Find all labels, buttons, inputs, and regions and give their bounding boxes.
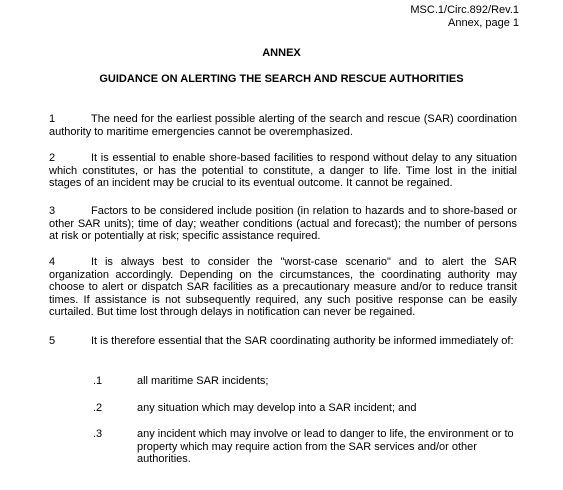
paragraph-5 <box>49 335 517 348</box>
list-item-number: .3 <box>93 428 103 440</box>
paragraph-text: It is therefore essential that the SAR coordinating authority be informed immediately of: <box>91 335 514 347</box>
paragraph-text: Factors to be considered include position (in relation to hazards and to shore-based or other SAR units); time of day; weather conditions (actual and forecast); the number of persons at risk or potentially at risk; specific assistance required. <box>49 205 517 242</box>
paragraph-text: The need for the earliest possible alerting of the search and rescue (SAR) coordination authority to maritime emergencies cannot be overemphasized. <box>49 113 517 138</box>
paragraph-number: 2 <box>49 152 56 164</box>
paragraph-1 <box>49 113 517 138</box>
paragraph-number: 4 <box>49 256 56 268</box>
list-item-text: any situation which may develop into a SAR incident; and <box>137 402 417 414</box>
paragraph-4 <box>49 256 517 319</box>
paragraph-text: It is essential to enable shore-based facilities to respond without delay to any situation which constitutes, or has the potential to constitute, a danger to life. Time lost in the initial stages of an incident may be crucial to its eventual outcome. It cannot be regained. <box>49 152 517 189</box>
guidance-title: GUIDANCE ON ALERTING THE SEARCH AND RESCUE AUTHORITIES <box>99 73 464 85</box>
list-item-text: all maritime SAR incidents; <box>137 375 269 387</box>
paragraph-3 <box>49 205 517 243</box>
list-item-number: .1 <box>93 375 103 387</box>
document-header <box>410 4 519 30</box>
list-item-number: .2 <box>93 402 103 414</box>
paragraph-number: 5 <box>49 335 56 347</box>
annex-title: ANNEX <box>262 47 301 59</box>
paragraph-2 <box>49 152 517 190</box>
page-indicator: Annex, page 1 <box>448 17 519 29</box>
paragraph-number: 3 <box>49 205 56 217</box>
document-reference: MSC.1/Circ.892/Rev.1 <box>410 4 519 16</box>
list-item-text: any incident which may involve or lead to danger to life, the environment or to property which may require action from the SAR services and/or other authorities. <box>137 428 514 465</box>
paragraph-number: 1 <box>49 113 56 125</box>
paragraph-text: It is always best to consider the "worst-case scenario" and to alert the SAR organization accordingly. Depending on the circumstances, the coordinating authority may choose to alert or dispatch SAR facilities as a precautionary measure and/or to reduce transit times. If assistance is not subsequently required, any such positive response can be easily curtailed. But time lost through delays in notification can never be regained. <box>49 256 517 318</box>
